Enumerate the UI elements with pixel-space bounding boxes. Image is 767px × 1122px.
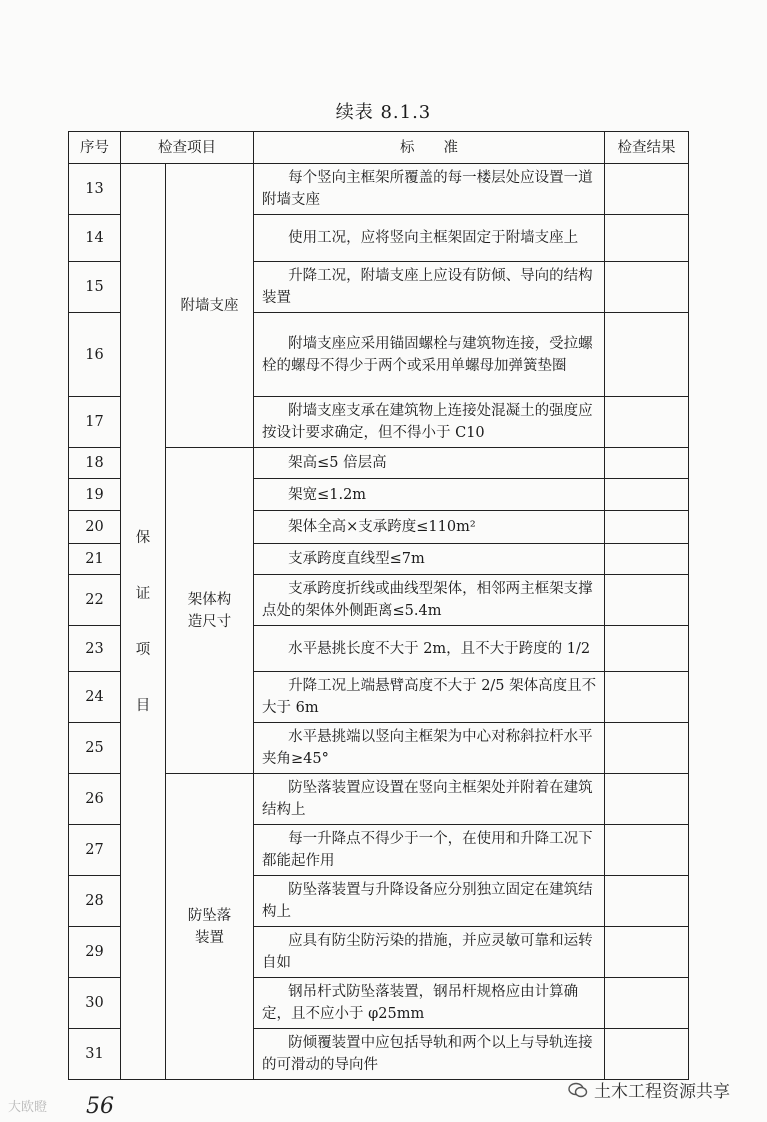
row-number: 27 bbox=[69, 825, 121, 876]
header-no: 序号 bbox=[69, 132, 121, 164]
standard-text: 架高≤5 倍层高 bbox=[288, 455, 387, 471]
standard-text: 防坠落装置与升降设备应分别独立固定在建筑结构上 bbox=[262, 882, 593, 920]
row-number: 21 bbox=[69, 544, 121, 575]
standard-text: 使用工况，应将竖向主框架固定于附墙支座上 bbox=[288, 230, 579, 246]
row-number: 18 bbox=[69, 448, 121, 479]
standard-text: 钢吊杆式防坠落装置，钢吊杆规格应由计算确定，且不应小于 φ25mm bbox=[262, 984, 579, 1022]
result-cell bbox=[605, 397, 689, 448]
category-cell bbox=[121, 164, 166, 1080]
row-number: 31 bbox=[69, 1029, 121, 1080]
header-item: 检查项目 bbox=[121, 132, 254, 164]
standard-cell bbox=[254, 723, 605, 774]
wechat-icon bbox=[568, 1082, 588, 1098]
category-char: 保 bbox=[135, 529, 151, 546]
standard-text: 水平悬挑长度不大于 2m，且不大于跨度的 1/2 bbox=[288, 640, 591, 657]
standard-cell bbox=[254, 397, 605, 448]
standard-cell bbox=[254, 313, 605, 397]
row-number: 24 bbox=[69, 672, 121, 723]
result-cell bbox=[605, 1029, 689, 1080]
result-cell bbox=[605, 313, 689, 397]
standard-text: 架宽≤1.2m bbox=[288, 486, 367, 503]
row-number: 26 bbox=[69, 774, 121, 825]
standard-text: 每一升降点不得少于一个，在使用和升降工况下都能起作用 bbox=[262, 831, 593, 869]
standard-cell bbox=[254, 626, 605, 672]
group-name: 附墙支座 bbox=[166, 164, 254, 448]
row-number: 14 bbox=[69, 215, 121, 262]
row-number: 20 bbox=[69, 511, 121, 544]
standard-cell bbox=[254, 978, 605, 1029]
row-number: 23 bbox=[69, 626, 121, 672]
result-cell bbox=[605, 927, 689, 978]
standard-text: 每个竖向主框架所覆盖的每一楼层处应设置一道附墙支座 bbox=[262, 170, 593, 208]
result-cell bbox=[605, 978, 689, 1029]
result-cell bbox=[605, 575, 689, 626]
result-cell bbox=[605, 511, 689, 544]
standard-cell bbox=[254, 672, 605, 723]
standard-cell bbox=[254, 479, 605, 511]
row-number: 17 bbox=[69, 397, 121, 448]
group-name: 防坠落 装置 bbox=[166, 774, 254, 1080]
watermark-left: 大欧瞪 bbox=[8, 1100, 48, 1115]
inspection-table bbox=[68, 131, 689, 1080]
result-cell bbox=[605, 262, 689, 313]
standard-cell bbox=[254, 448, 605, 479]
standard-text: 升降工况上端悬臂高度不大于 2/5 架体高度且不大于 6m bbox=[262, 678, 597, 716]
standard-cell bbox=[254, 876, 605, 927]
category-char: 证 bbox=[135, 585, 151, 602]
header-standard: 标 准 bbox=[254, 132, 605, 164]
group-name: 架体构 造尺寸 bbox=[166, 448, 254, 774]
table-caption: 续表 8.1.3 bbox=[335, 102, 432, 123]
result-cell bbox=[605, 672, 689, 723]
standard-text: 水平悬挑端以竖向主框架为中心对称斜拉杆水平夹角≥45° bbox=[262, 729, 593, 767]
standard-text: 防坠落装置应设置在竖向主框架处并附着在建筑结构上 bbox=[262, 780, 593, 818]
result-cell bbox=[605, 479, 689, 511]
standard-cell bbox=[254, 262, 605, 313]
row-number: 25 bbox=[69, 723, 121, 774]
standard-cell bbox=[254, 575, 605, 626]
standard-text: 附墙支座支承在建筑物上连接处混凝土的强度应按设计要求确定，但不得小于 C10 bbox=[262, 403, 593, 441]
watermark-right bbox=[568, 1077, 730, 1102]
row-number: 29 bbox=[69, 927, 121, 978]
standard-cell bbox=[254, 511, 605, 544]
standard-text: 附墙支座应采用锚固螺栓与建筑物连接，受拉螺栓的螺母不得少于两个或采用单螺母加弹簧垫圈 bbox=[262, 335, 593, 374]
result-cell bbox=[605, 825, 689, 876]
row-number: 16 bbox=[69, 313, 121, 397]
result-cell bbox=[605, 544, 689, 575]
watermark-right-text: 土木工程资源共享 bbox=[594, 1082, 730, 1102]
standard-text: 架体全高×支承跨度≤110m² bbox=[288, 519, 476, 535]
row-number: 22 bbox=[69, 575, 121, 626]
row-number: 19 bbox=[69, 479, 121, 511]
row-number: 28 bbox=[69, 876, 121, 927]
standard-text: 升降工况，附墙支座上应设有防倾、导向的结构装置 bbox=[262, 268, 593, 306]
category-char: 项 bbox=[135, 641, 151, 658]
standard-cell bbox=[254, 215, 605, 262]
standard-text: 应具有防尘防污染的措施，并应灵敏可靠和运转自如 bbox=[262, 933, 593, 971]
standard-text: 支承跨度直线型≤7m bbox=[288, 551, 425, 567]
header-result: 检查结果 bbox=[605, 132, 689, 164]
table-row bbox=[69, 164, 689, 215]
row-number: 30 bbox=[69, 978, 121, 1029]
result-cell bbox=[605, 164, 689, 215]
standard-cell bbox=[254, 164, 605, 215]
row-number: 13 bbox=[69, 164, 121, 215]
standard-cell bbox=[254, 774, 605, 825]
header-row bbox=[69, 132, 689, 164]
result-cell bbox=[605, 626, 689, 672]
result-cell bbox=[605, 876, 689, 927]
result-cell bbox=[605, 215, 689, 262]
row-number: 15 bbox=[69, 262, 121, 313]
result-cell bbox=[605, 774, 689, 825]
standard-text: 防倾覆装置中应包括导轨和两个以上与导轨连接的可滑动的导向件 bbox=[262, 1035, 593, 1073]
standard-cell bbox=[254, 544, 605, 575]
standard-text: 支承跨度折线或曲线型架体，相邻两主框架支撑点处的架体外侧距离≤5.4m bbox=[262, 581, 593, 619]
standard-cell bbox=[254, 927, 605, 978]
result-cell bbox=[605, 448, 689, 479]
category-char: 目 bbox=[135, 697, 151, 714]
standard-cell bbox=[254, 825, 605, 876]
result-cell bbox=[605, 723, 689, 774]
page-number: 56 bbox=[86, 1094, 114, 1119]
standard-cell bbox=[254, 1029, 605, 1080]
